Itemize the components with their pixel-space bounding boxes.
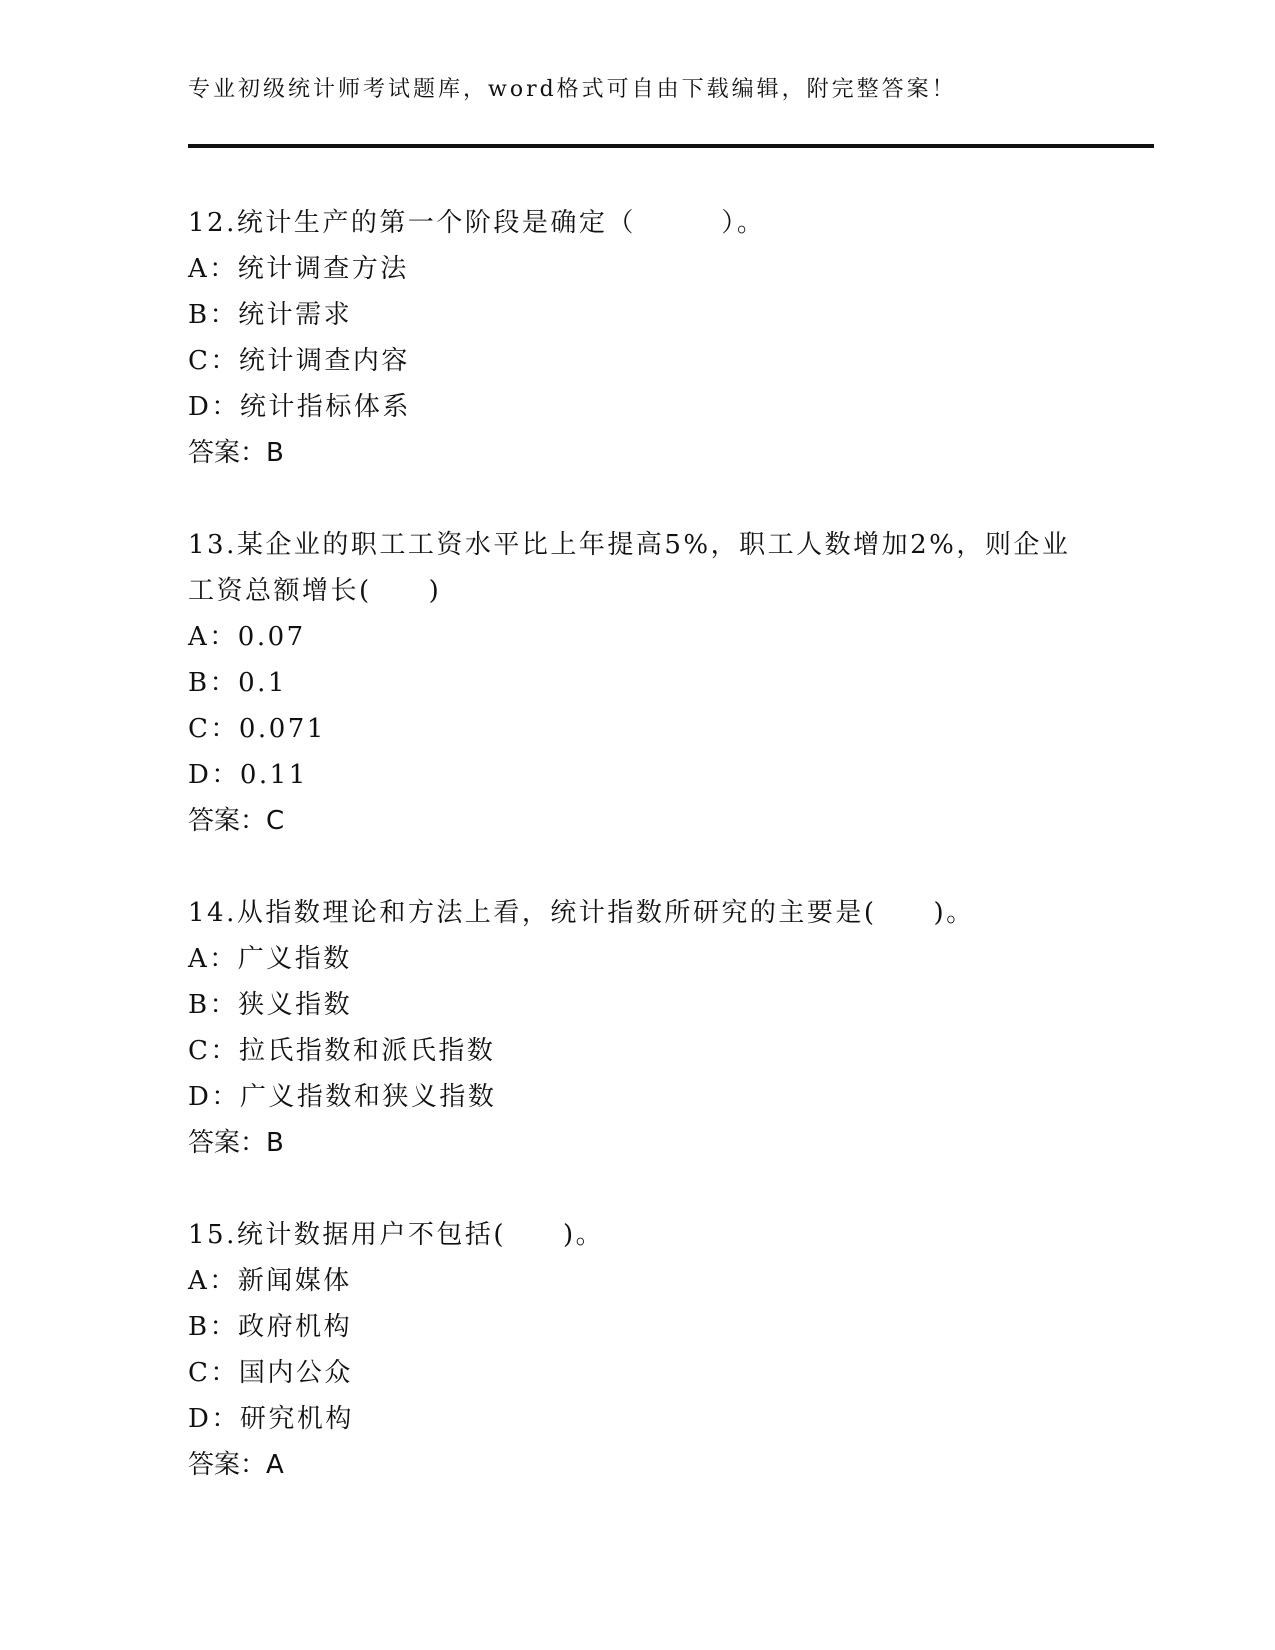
question-13 (188, 522, 1088, 844)
question-stem: 15.统计数据用户不包括( )。 (188, 1220, 605, 1250)
option-d: D：0.11 (188, 760, 308, 790)
question-stem: 14.从指数理论和方法上看，统计指数所研究的主要是( )。 (188, 898, 975, 928)
question-12 (188, 200, 1088, 476)
option-a: A：0.07 (188, 622, 306, 652)
option-b: B：统计需求 (188, 300, 353, 330)
question-list (188, 200, 1088, 1534)
option-d: D：研究机构 (188, 1404, 354, 1434)
question-stem: 13.某企业的职工工资水平比上年提高5%，职工人数增加2%，则企业工资总额增长( ) (188, 530, 1071, 606)
option-c: C：国内公众 (188, 1358, 353, 1388)
answer-line: 答案：A (188, 1450, 284, 1480)
option-b: B：狭义指数 (188, 990, 353, 1020)
question-14 (188, 890, 1088, 1166)
question-15 (188, 1212, 1088, 1488)
option-c: C：统计调查内容 (188, 346, 410, 376)
option-a: A：新闻媒体 (188, 1266, 352, 1296)
option-c: C：0.071 (188, 714, 326, 744)
option-b: B：0.1 (188, 668, 287, 698)
option-a: A：广义指数 (188, 944, 352, 974)
option-d: D：广义指数和狭义指数 (188, 1082, 497, 1112)
option-d: D：统计指标体系 (188, 392, 411, 422)
answer-line: 答案：B (188, 1128, 284, 1158)
option-b: B：政府机构 (188, 1312, 353, 1342)
page-header: 专业初级统计师考试题库，word格式可自由下载编辑，附完整答案！ (188, 77, 957, 102)
answer-line: 答案：C (188, 806, 285, 836)
header-divider (188, 144, 1154, 148)
option-a: A：统计调查方法 (188, 254, 409, 284)
question-stem: 12.统计生产的第一个阶段是确定（ ）。 (188, 208, 766, 238)
option-c: C：拉氏指数和派氏指数 (188, 1036, 496, 1066)
answer-line: 答案：B (188, 438, 284, 468)
